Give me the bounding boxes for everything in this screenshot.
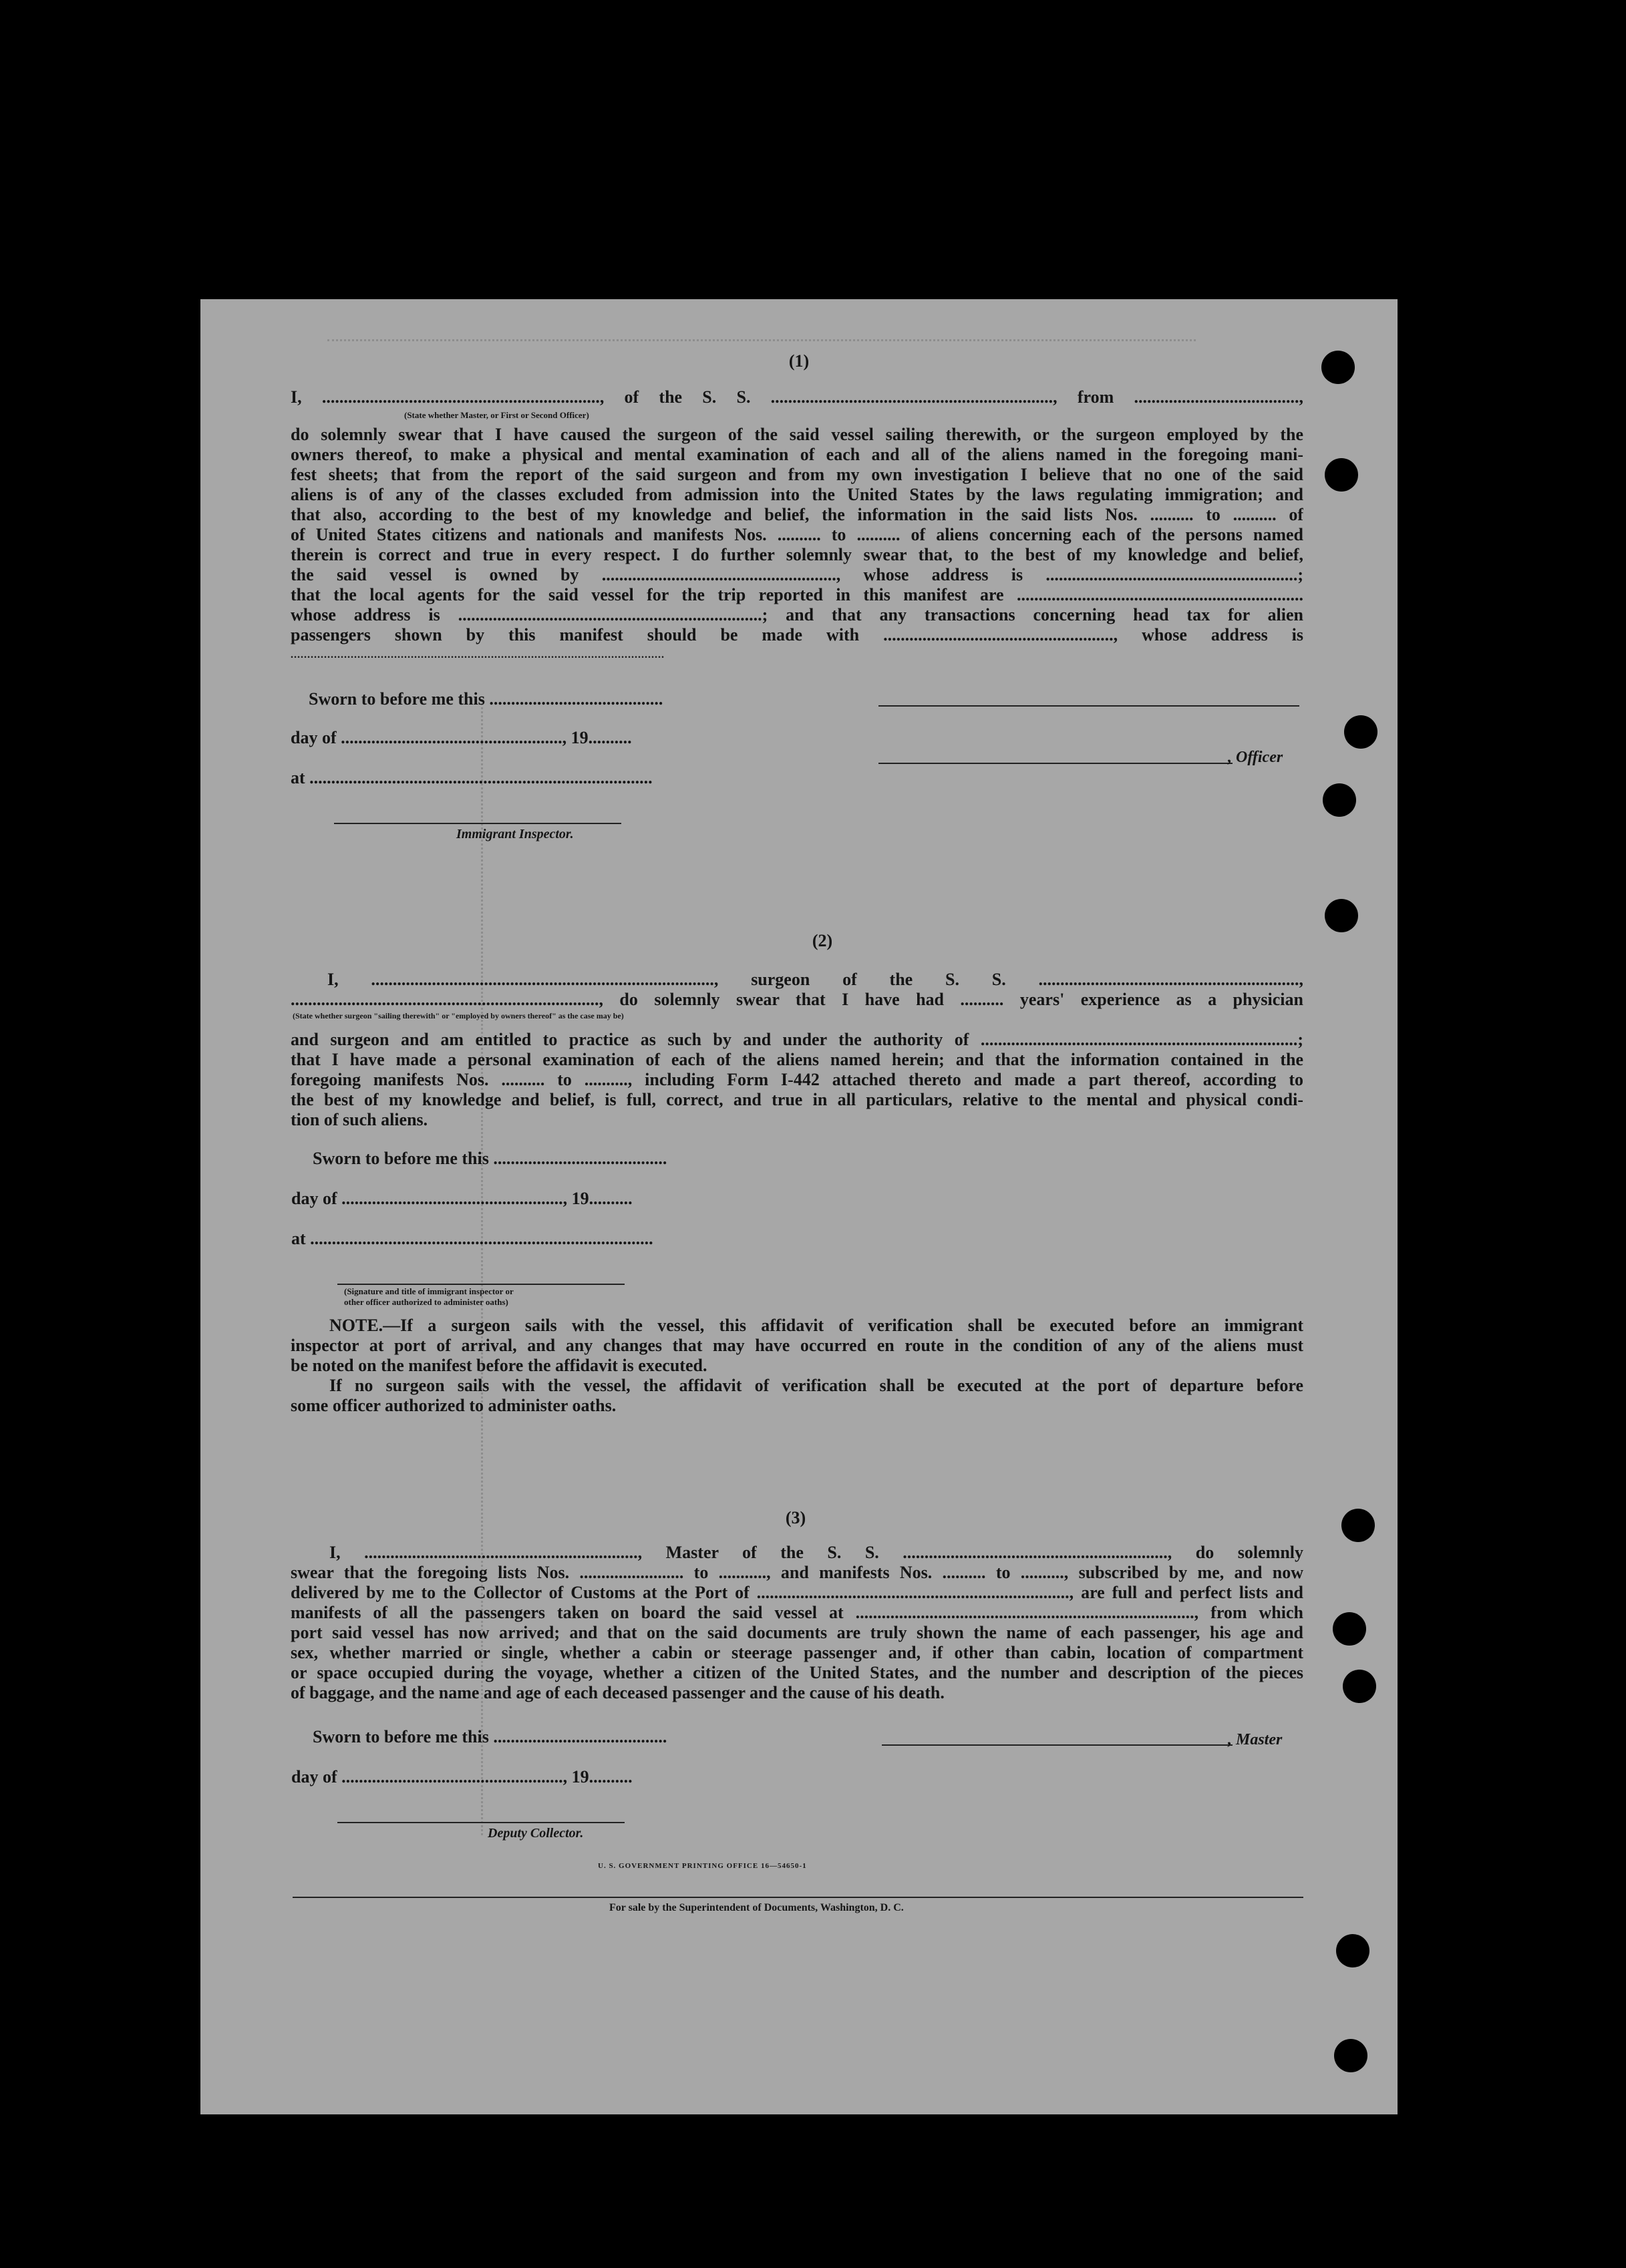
section-1-at: at ...............................................................................: [291, 768, 653, 787]
section-2-body: that I have made a personal examination of each of the aliens named herein; and that the information contained in the: [291, 1050, 1303, 1069]
section-1-line: whose address is ......................................................................; and that any transactions concerning head tax for alien: [291, 605, 1303, 624]
section-2-at: at ...............................................................................: [291, 1229, 653, 1248]
master-label: Master: [1236, 1731, 1283, 1748]
section-2-sworn: Sworn to before me this ........................................: [313, 1149, 667, 1168]
footer-text: For sale by the Superintendent of Documents, Washington, D. C.: [609, 1902, 904, 1913]
section-3-collector-label: Deputy Collector.: [488, 1826, 584, 1841]
punch-hole: [1325, 458, 1358, 492]
section-2-line: I, ..............................................................................., surgeon of the S. S. ............................................................,: [327, 970, 1303, 989]
footer-rule: [293, 1897, 1303, 1898]
section-2-signature-label: (Signature and title of immigrant inspector or: [344, 1286, 514, 1296]
section-2-note: some officer authorized to administer oaths.: [291, 1396, 617, 1415]
section-2-heading: (2): [812, 931, 833, 950]
inspector-signature-line: [334, 823, 621, 824]
section-1-officer-label: , Officer: [1228, 749, 1283, 766]
section-1-line: fest sheets; that from the report of the said surgeon and from my own investigation I believe that no one of the said: [291, 465, 1303, 484]
punch-hole: [1344, 715, 1377, 749]
section-2-body: and surgeon and am entitled to practice as such by and under the authority of .........................................................................;: [291, 1030, 1303, 1049]
section-2-signature-label: other officer authorized to administer oaths): [344, 1297, 508, 1307]
section-3-line: or space occupied during the voyage, whether a citizen of the United States, and the number and description of the pieces: [291, 1663, 1303, 1682]
section-3-day: day of ..................................................., 19..........: [291, 1767, 633, 1786]
punch-hole: [1323, 783, 1356, 817]
punch-hole: [1343, 1670, 1376, 1703]
section-2-line: ......................................................................., do solemnly swear that I have had .......... years' experience as a physician: [291, 990, 1303, 1009]
section-2-note: NOTE.—If a surgeon sails with the vessel, this affidavit of verification shall be executed before an immigrant: [329, 1316, 1303, 1335]
section-1-inspector-label: Immigrant Inspector.: [456, 827, 574, 841]
section-1-line: that also, according to the best of my knowledge and belief, the information in the said lists Nos. .......... to .......... of: [291, 505, 1303, 524]
punch-hole: [1333, 1612, 1366, 1646]
section-3-line: manifests of all the passengers taken on board the said vessel at .............................................................................., from which: [291, 1603, 1303, 1622]
section-3-heading: (3): [785, 1508, 806, 1527]
officer-title-line: [878, 763, 1233, 764]
section-2-body: the best of my knowledge and belief, is full, correct, and true in all particulars, relative to the mental and physical condi-: [291, 1090, 1303, 1109]
section-1-line: passengers shown by this manifest should be made with ....................................................., whose address is: [291, 625, 1303, 644]
section-1-sublabel: (State whether Master, or First or Second Officer): [404, 410, 589, 420]
section-1-sworn: Sworn to before me this ........................................: [309, 689, 663, 709]
section-1-line: that the local agents for the said vessel for the trip reported in this manifest are ..................................................................: [291, 585, 1303, 604]
form-page: [200, 299, 1398, 2114]
section-2-body: foregoing manifests Nos. .......... to .........., including Form I-442 attached thereto and made a part thereof, according to: [291, 1070, 1303, 1089]
section-1-line: the said vessel is owned by ......................................................, whose address is ..........................................................;: [291, 565, 1303, 584]
section-1-heading: (1): [788, 351, 810, 371]
master-signature-line: [882, 1744, 1233, 1746]
section-2-signature-line: [337, 1284, 625, 1285]
section-2-sublabel: (State whether surgeon "sailing therewith" or "employed by owners thereof" as the case may be): [293, 1011, 624, 1020]
printer-mark: U. S. GOVERNMENT PRINTING OFFICE 16—54650-1: [598, 1862, 807, 1870]
section-1-line: of United States citizens and nationals and manifests Nos. .......... to .......... of aliens concerning each of the persons named: [291, 525, 1303, 544]
section-1-line: owners thereof, to make a physical and mental examination of each and all of the aliens named in the foregoing mani-: [291, 445, 1303, 464]
officer-signature-line: [878, 705, 1299, 707]
section-3-line: port said vessel has now arrived; and that on the said documents are truly shown the name of each passenger, his age and: [291, 1623, 1303, 1642]
officer-label: Officer: [1236, 749, 1283, 766]
section-3-line: I, ..............................................................., Master of the S. S. ............................................................., do solemnly: [329, 1543, 1303, 1562]
section-2-note: inspector at port of arrival, and any changes that may have occurred en route in the condition of any of the aliens must: [291, 1336, 1303, 1355]
section-3-line: delivered by me to the Collector of Customs at the Port of ........................................................................, are full and perfect lists and: [291, 1583, 1303, 1602]
punch-hole: [1325, 899, 1358, 932]
section-3-line: sex, whether married or single, whether a cabin or steerage passenger and, if other than cabin, location of compartment: [291, 1643, 1303, 1662]
section-1-day: day of ..................................................., 19..........: [291, 728, 632, 747]
punch-hole: [1334, 2039, 1367, 2072]
section-1-line: I, ................................................................, of the S. S. ................................................................., from ......................................,: [291, 387, 1303, 407]
section-3-line: swear that the foregoing lists Nos. ........................ to ..........., and manifests Nos. .......... to .........., subscribed by me, and now: [291, 1563, 1303, 1582]
section-2-note: be noted on the manifest before the affidavit is executed.: [291, 1356, 707, 1375]
section-3-master-label: , Master: [1228, 1731, 1283, 1748]
section-2-body: tion of such aliens.: [291, 1110, 428, 1129]
punch-hole: [1336, 1934, 1369, 1967]
section-3-sworn: Sworn to before me this ........................................: [313, 1727, 667, 1746]
section-1-line: therein is correct and true in every respect. I do further solemnly swear that, to the best of my knowledge and belief,: [291, 545, 1303, 564]
section-1-line: do solemnly swear that I have caused the surgeon of the said vessel sailing therewith, or the surgeon employed by the: [291, 425, 1303, 444]
section-2-note: If no surgeon sails with the vessel, the affidavit of verification shall be executed at the port of departure before: [329, 1376, 1303, 1395]
collector-signature-line: [337, 1822, 625, 1823]
section-2-day: day of ..................................................., 19..........: [291, 1189, 633, 1208]
section-1-line: aliens is of any of the classes excluded from admission into the United States by the laws regulating immigration; and: [291, 485, 1303, 504]
section-1-line: ................................................................................................................: [291, 649, 665, 660]
section-3-line: of baggage, and the name and age of each deceased passenger and the cause of his death.: [291, 1683, 945, 1702]
